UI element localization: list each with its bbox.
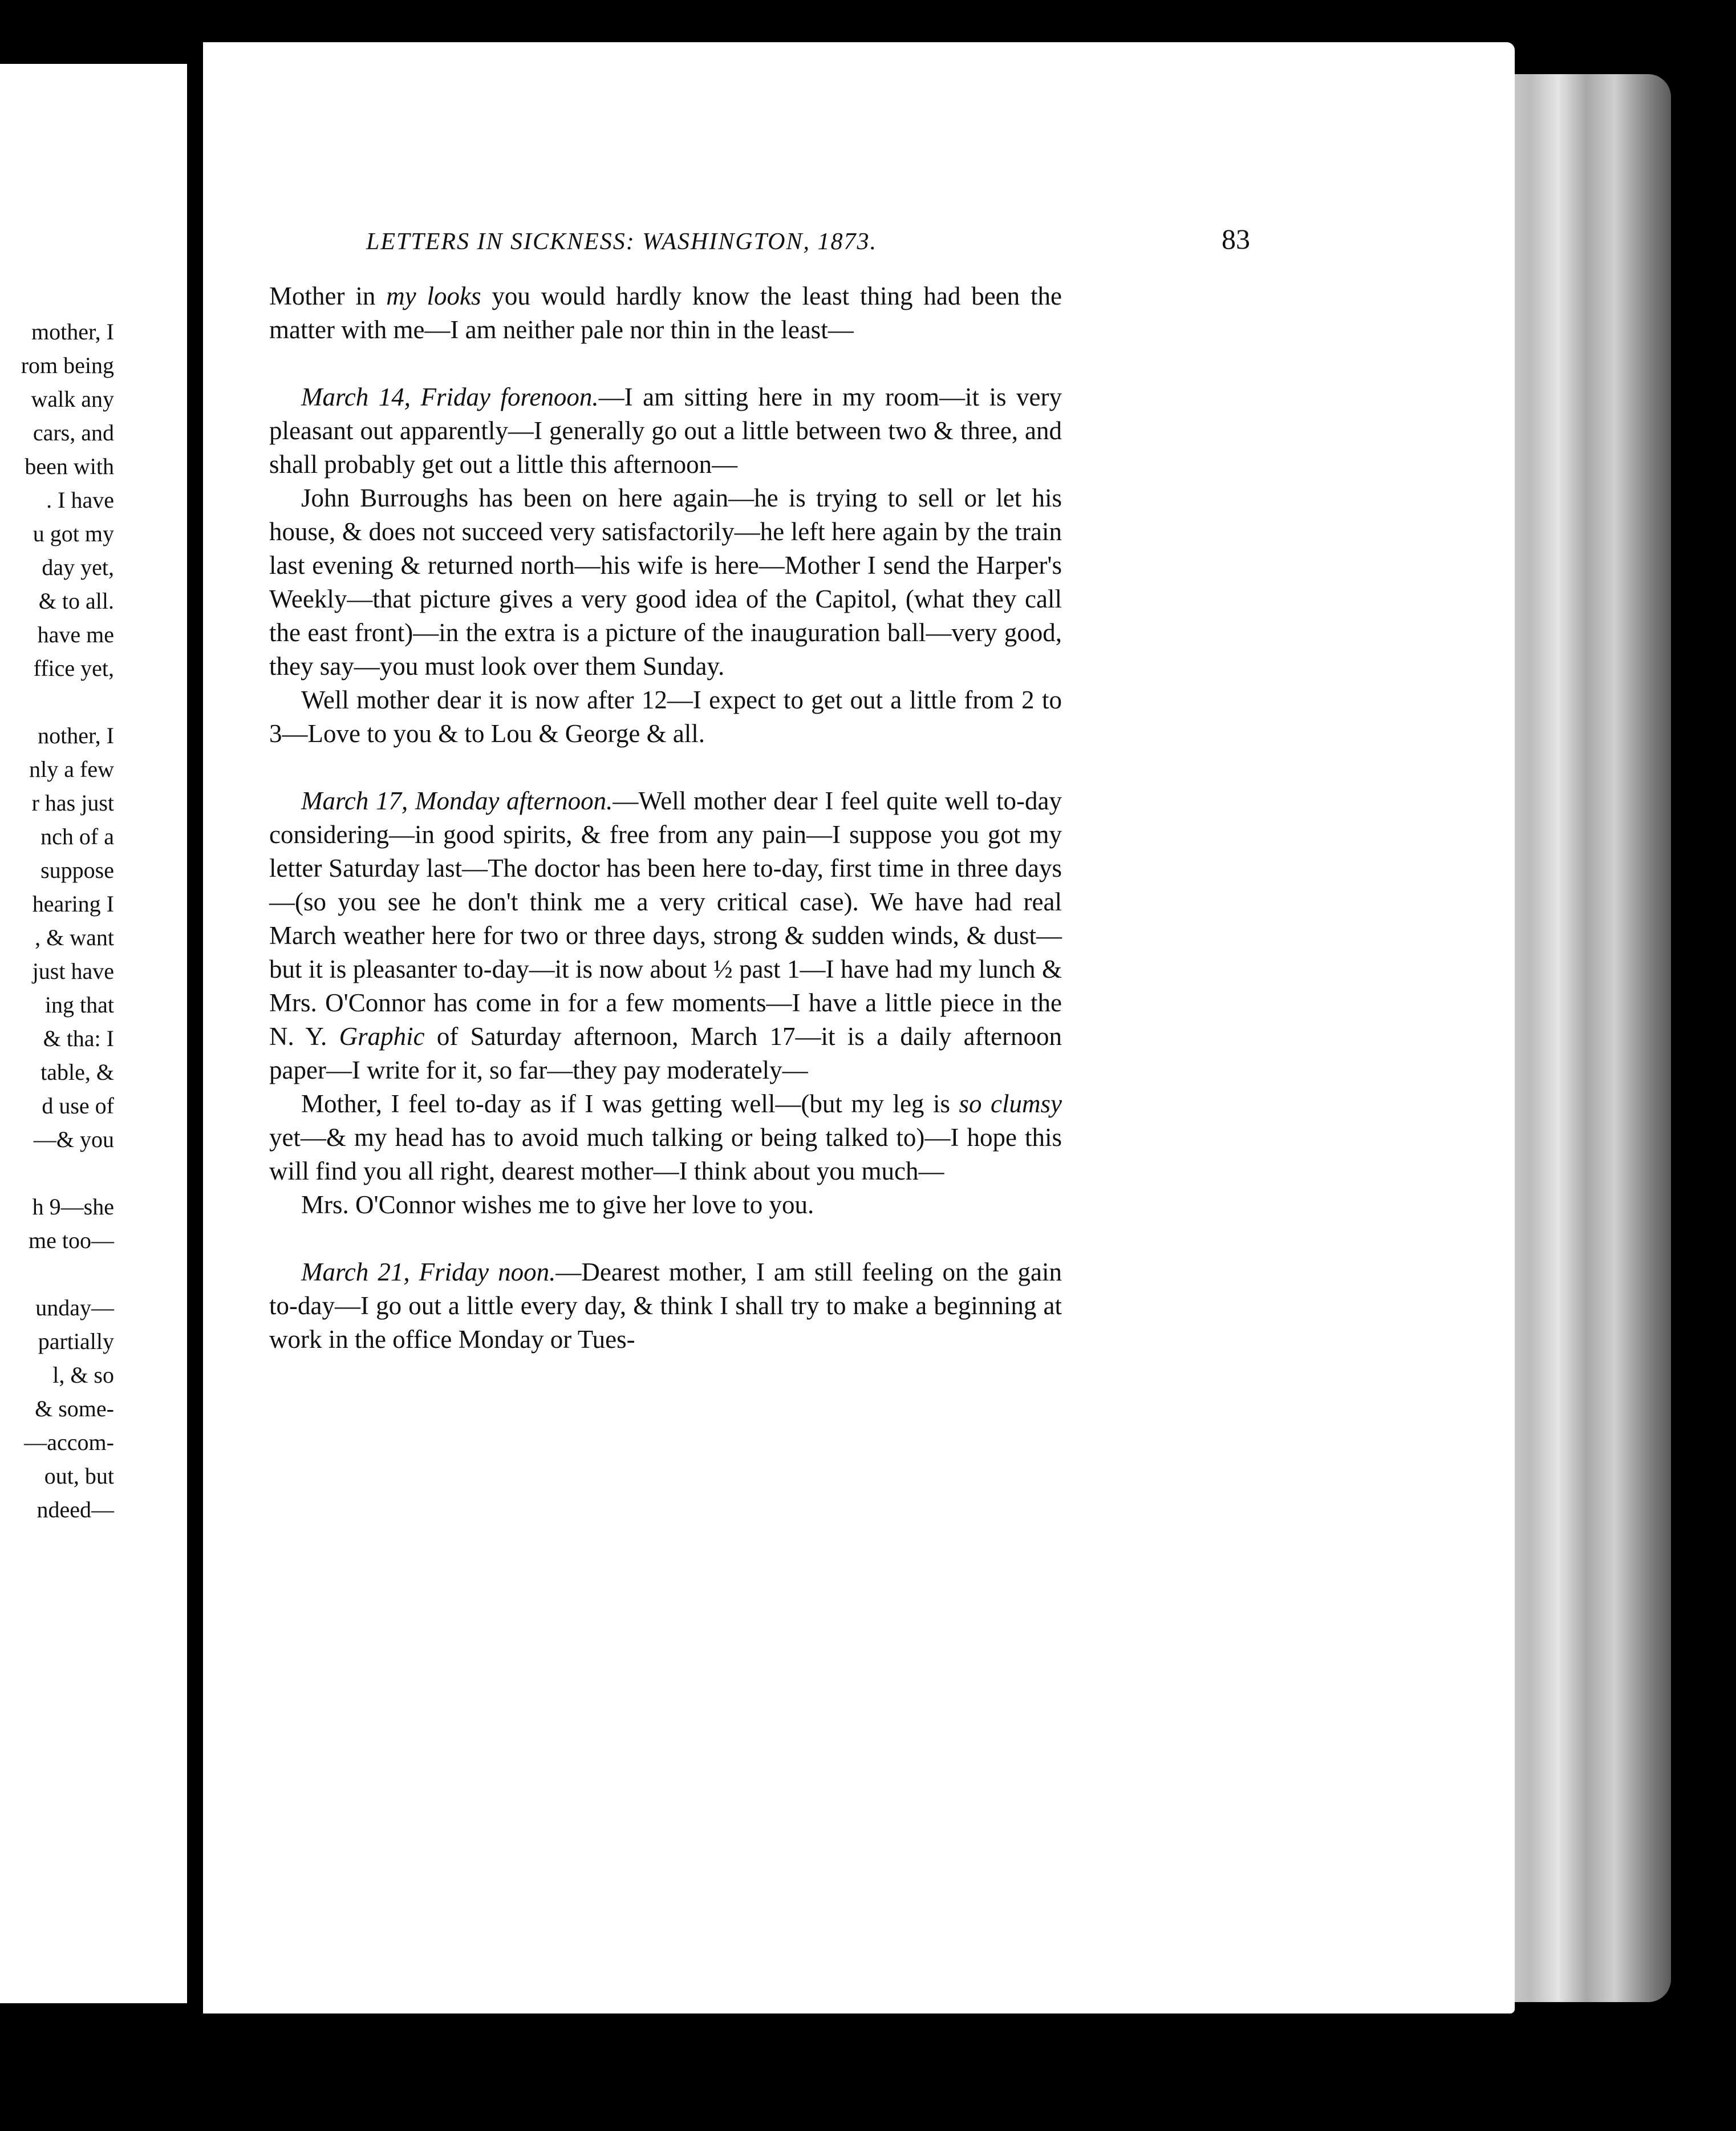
left-page-line: walk any	[31, 386, 114, 412]
left-page-text-column	[0, 315, 114, 1526]
left-page-line: & to all.	[38, 588, 114, 614]
left-page-line: suppose	[40, 857, 114, 883]
paragraph-7: Mrs. O'Connor wishes me to give her love to you.	[301, 1190, 814, 1219]
left-page-line: r has just	[31, 790, 114, 816]
paragraph-6: Mother, I feel to-day as if I was getting well—(but my leg is so clumsy yet—& my head has to avoid much talking or being talked to)—I hope this will find you all right, dearest mother—I think about you much—	[269, 1089, 1062, 1185]
left-page-line: l, & so	[52, 1362, 114, 1388]
left-page-gap	[0, 1156, 114, 1190]
left-page-line: out, but	[44, 1463, 114, 1489]
left-page-line: —accom-	[24, 1429, 114, 1455]
left-page-line: hearing I	[32, 891, 114, 917]
left-page-line: —& you	[33, 1127, 114, 1152]
left-page-line: nother, I	[38, 723, 114, 748]
book-page	[203, 42, 1515, 2013]
left-page-line: been with	[25, 453, 114, 479]
paragraph-4: Well mother dear it is now after 12—I expect to get out a little from 2 to 3—Love to you & to Lou & George & all.	[269, 686, 1062, 748]
emphasis: so clumsy	[959, 1089, 1062, 1118]
left-page-gap	[0, 1257, 114, 1291]
paragraph-2: March 14, Friday forenoon.—I am sitting here in my room—it is very pleasant out apparently—I generally go out a little between two & three, and shall probably get out a little this afternoon—	[269, 383, 1062, 479]
left-page-line: me too—	[29, 1227, 114, 1253]
left-page-line: & some-	[35, 1396, 114, 1421]
entry-date: March 21, Friday noon.	[301, 1258, 556, 1286]
left-page-line: ndeed—	[36, 1497, 114, 1522]
letter-text	[269, 279, 1062, 1356]
left-page-line: mother, I	[31, 319, 114, 345]
left-page-line: d use of	[42, 1093, 114, 1119]
left-page-line: unday—	[35, 1295, 114, 1320]
paragraph-3: John Burroughs has been on here again—he is trying to sell or let his house, & does not succeed very satisfactorily—he left here again by the train last evening & returned north—his wife is here—Mother I send the Harper's Weekly—that picture gives a very good idea of the Capitol, (what they call the east front)—in the extra is a picture of the inauguration ball—very good, they say—you must look over them Sunday.	[269, 484, 1062, 680]
left-page-line: , & want	[35, 925, 114, 950]
left-page-line: ing that	[44, 992, 114, 1018]
entry-date: March 17, Monday afternoon.	[301, 787, 613, 815]
running-head-title: LETTERS IN SICKNESS: WASHINGTON, 1873.	[366, 229, 878, 255]
left-page-line: day yet,	[42, 554, 114, 580]
left-page-line: cars, and	[33, 420, 114, 445]
left-page-line: rom being	[21, 353, 114, 378]
paragraph-1: Mother in my looks you would hardly know the least thing had been the matter with me—I am neither pale nor thin in the least—	[269, 282, 1062, 344]
left-facing-page	[0, 64, 187, 2003]
left-page-line: have me	[37, 622, 114, 647]
left-page-gap	[0, 685, 114, 719]
emphasis: my looks	[386, 282, 481, 310]
emphasis: Graphic	[339, 1022, 425, 1051]
left-page-line: just have	[32, 958, 114, 984]
left-page-line: ffice yet,	[33, 655, 114, 681]
running-head	[366, 223, 1250, 268]
paragraph-8: March 21, Friday noon.—Dearest mother, I am still feeling on the gain to-day—I go out a little every day, & think I shall try to make a beginning at work in the office Monday or Tues-	[269, 1258, 1062, 1354]
page-number: 83	[1222, 223, 1250, 255]
left-page-line: nly a few	[29, 756, 114, 782]
left-page-line: & tha: I	[43, 1026, 114, 1051]
left-page-line: . I have	[46, 487, 114, 513]
left-page-line: h 9—she	[32, 1194, 114, 1220]
left-page-line: table, &	[40, 1059, 114, 1085]
entry-date: March 14, Friday forenoon.	[301, 383, 599, 411]
left-page-line: partially	[38, 1328, 114, 1354]
left-page-line: u got my	[33, 521, 114, 546]
left-page-line: nch of a	[40, 824, 114, 849]
paragraph-5: March 17, Monday afternoon.—Well mother dear I feel quite well to-day considering—in good spirits, & free from any pain—I suppose you got my letter Saturday last—The doctor has been here to-day, first time in three days—(so you see he don't think me a very critical case). We have had real March weather here for two or three days, strong & sudden winds, & dust—but it is pleasanter to-day—it is now about ½ past 1—I have had my lunch & Mrs. O'Connor has come in for a few moments—I have a little piece in the N. Y. Graphic of Saturday afternoon, March 17—it is a daily afternoon paper—I write for it, so far—they pay moderately—	[269, 787, 1062, 1084]
